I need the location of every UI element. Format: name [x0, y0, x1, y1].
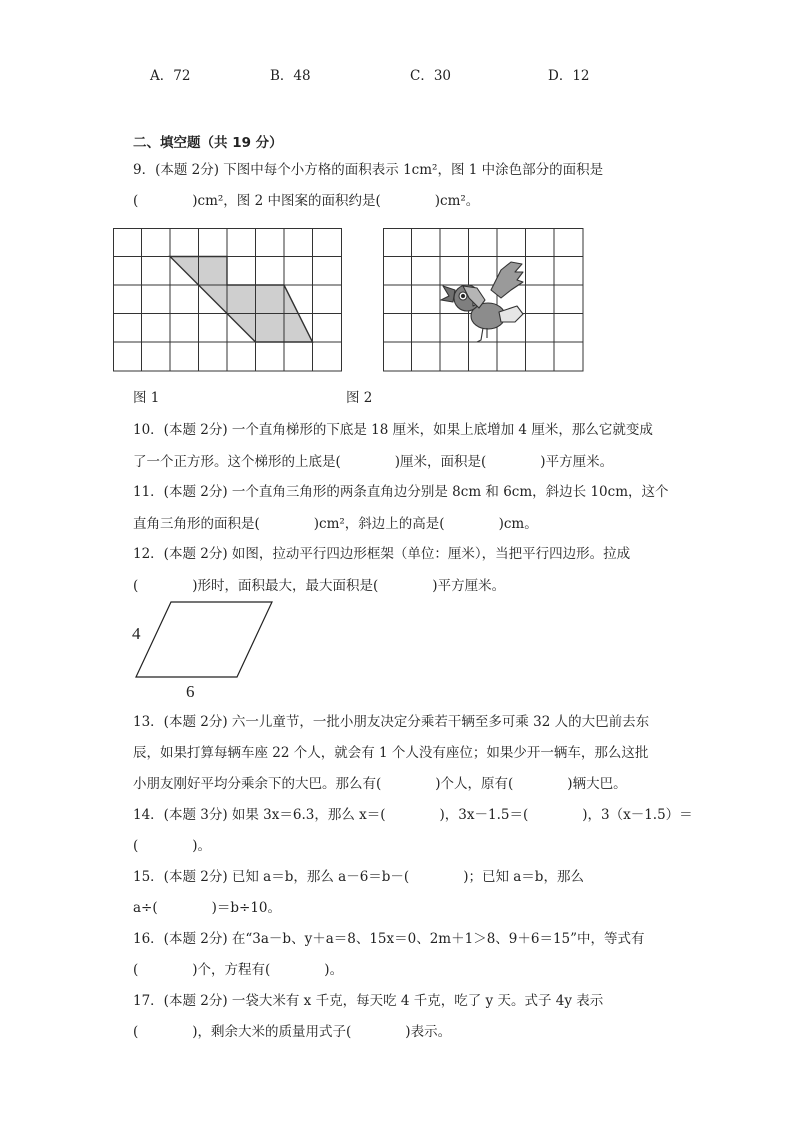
q14-line-2: ( )。 — [133, 838, 212, 854]
q13-line-1: 13．(本题 2分) 六一儿童节，一批小朋友决定分乘若干辆至多可乘 32 人的大巴前去东 — [133, 714, 650, 730]
q9-line-1: 9．(本题 2分) 下图中每个小方格的面积表示 1cm²，图 1 中涂色部分的面积是 — [133, 162, 604, 178]
option-a: A．72 — [150, 68, 191, 84]
q14-line-1: 14．(本题 3分) 如果 3x＝6.3，那么 x＝( )，3x－1.5＝( )，3（x－1.5）＝ — [133, 807, 693, 823]
figure-1-grid — [113, 228, 345, 373]
option-d: D．12 — [548, 68, 590, 84]
parallelogram-side-label: 4 — [132, 624, 141, 643]
parallelogram-base-label: 6 — [186, 682, 195, 701]
q17-line-1: 17．(本题 2分) 一袋大米有 x 千克，每天吃 4 千克，吃了 y 天。式子 4y 表示 — [133, 993, 604, 1009]
figure-1-caption: 图 1 — [133, 390, 160, 406]
q12-line-2: ( )形时，面积最大，最大面积是( )平方厘米。 — [133, 578, 506, 594]
q11-line-1: 11．(本题 2分) 一个直角三角形的两条直角边分别是 8cm 和 6cm，斜边长 10cm，这个 — [133, 484, 669, 500]
option-b: B．48 — [270, 68, 311, 84]
q10-line-2: 了一个正方形。这个梯形的上底是( )厘米，面积是( )平方厘米。 — [133, 454, 614, 470]
q12-line-1: 12．(本题 2分) 如图，拉动平行四边形框架（单位：厘米），当把平行四边形。拉成 — [133, 546, 631, 562]
section-title: 二、填空题（共 19 分） — [133, 135, 283, 151]
q15-line-1: 15．(本题 2分) 已知 a＝b，那么 a－6＝b－( )；已知 a＝b，那么 — [133, 869, 584, 885]
q16-line-2: ( )个，方程有( )。 — [133, 962, 344, 978]
q13-line-2: 辰，如果打算每辆车座 22 个人，就会有 1 个人没有座位；如果少开一辆车，那么这批 — [133, 745, 649, 761]
option-c: C．30 — [410, 68, 452, 84]
q11-line-2: 直角三角形的面积是( )cm²，斜边上的高是( )cm。 — [133, 516, 538, 532]
bird-icon — [441, 262, 523, 342]
q16-line-1: 16．(本题 2分) 在“3a－b、y＋a＝8、15x＝0、2m＋1＞8、9＋6＝15”中，等式有 — [133, 931, 645, 947]
q9-line-2: ( )cm²，图 2 中图案的面积约是( )cm²。 — [133, 193, 480, 209]
q10-line-1: 10．(本题 2分) 一个直角梯形的下底是 18 厘米，如果上底增加 4 厘米，那么它就变成 — [133, 422, 653, 438]
figure-1-shaded-shape — [170, 257, 313, 343]
parallelogram-figure — [130, 598, 280, 682]
parallelogram-shape — [136, 602, 272, 677]
figure-2-grid — [383, 228, 585, 373]
figure-2-caption: 图 2 — [346, 390, 373, 406]
q17-line-2: ( )，剩余大米的质量用式子( )表示。 — [133, 1024, 452, 1040]
q15-line-2: a÷( )＝b÷10。 — [133, 900, 282, 916]
q13-line-3: 小朋友刚好平均分乘余下的大巴。那么有( )个人，原有( )辆大巴。 — [133, 776, 627, 792]
